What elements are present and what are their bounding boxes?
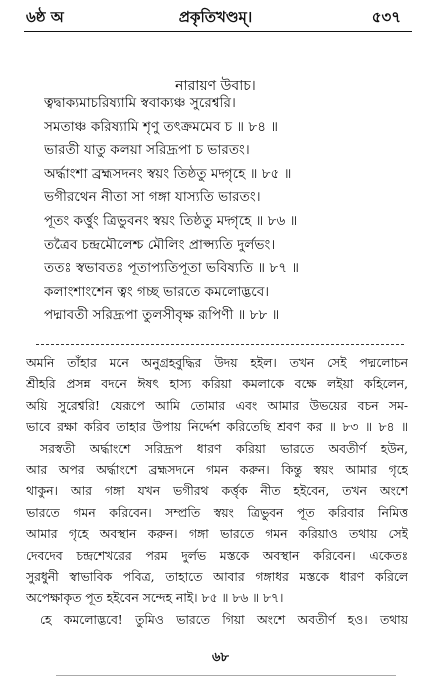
verse-line: পদ্মাবতী সরিদ্রূপা তুলসীবৃক্ষ রূপিণী ॥ ৮৮ ॥ xyxy=(44,307,280,324)
prose-line: শ্রীহরি প্রসন্ন বদনে ঈষৎ হাস্য করিয়া কমলাকে বক্ষে লইয়া কহিলেন, xyxy=(26,377,408,392)
page-number: ৫৩৭ xyxy=(371,8,401,26)
verse-line: পূতং কর্ত্তুং ত্রিভুবনং স্বয়ং তিষ্ঠতু মদ্গৃহে ॥ ৮৬ ॥ xyxy=(44,212,298,229)
prose-line: অপেক্ষাকৃত পূত হইবেন সন্দেহ নাই। ৮৫ ॥ ৮৬ ॥ ৮৭। xyxy=(26,591,284,606)
chapter-marker: ৬ষ্ঠ অ xyxy=(26,8,64,26)
verse-line: কলাংশাংশেন ত্বং গচ্ছ ভারতে কমলোদ্ভবে। xyxy=(44,283,270,300)
prose-line: আর অপর অর্দ্ধাংশে ব্রহ্মসদনে গমন করুন। কিন্তু স্বয়ং আমার গৃহে xyxy=(26,462,408,477)
verse-line: অর্দ্ধাংশা ব্রহ্মসদনং স্বয়ং তিষ্ঠতু মদ্গৃহে ॥ ৮৫ ॥ xyxy=(44,165,292,182)
prose-line: অয়ি সুরেশ্বরি! যেরূপে আমি তোমার এবং আমার উভয়ের বচন সম- xyxy=(26,398,408,413)
prose-line: সুরধুনী স্বাভাবিক পবিত্র, তাহাতে আবার গঙ্গাধর মস্তকে ধারণ করিলে xyxy=(26,569,408,584)
prose-line: থাকুন। আর গঙ্গা যখন ভগীরথ কর্ত্তৃক নীত হইবেন, তখন অংশে xyxy=(26,484,408,499)
prose-line: দেবদেব চন্দ্রশেখরের পরম দুর্লভ মস্তকে অবস্থান করিবেন। একেতঃ xyxy=(26,548,408,563)
verse-line: ত্বদ্বাক্যমাচরিষ্যামি স্ববাক্যঞ্চ সুরেশ্বরি। xyxy=(44,95,236,111)
signature-mark: ৬৮ xyxy=(212,650,229,665)
running-title: প্রকৃতিখণ্ডম্। xyxy=(178,8,253,26)
prose-line: সরস্বতী অর্দ্ধাংশে সরিদ্রূপ ধারণ করিয়া ভারতে অবতীর্ণ হউন, xyxy=(40,441,408,456)
prose-line: অমনি তাঁহার মনে অনুগ্রহবুদ্ধির উদয় হইল। তখন সেই পদ্মলোচন xyxy=(26,356,408,370)
prose-line: ভাবে রক্ষা করিব তাহার উপায় নির্দ্দেশ করিতেছি শ্রবণ কর ॥ ৮৩ ॥ ৮৪ ॥ xyxy=(26,420,408,435)
verse-line: ভগীরথেন নীতা সা গঙ্গা যাস্যতি ভারতং। xyxy=(44,189,261,206)
verse-line: তত্রৈব চন্দ্রমৌলেশ্চ মৌলিং প্রাপ্স্যতি দুর্লভং। xyxy=(44,236,276,253)
section-title: নারায়ণ উবাচ। xyxy=(175,78,256,94)
prose-line: আমার গৃহে অবস্থান করুন। গঙ্গা ভারতে গমন করিয়াও তথায় সেই xyxy=(26,527,408,542)
prose-line: ভারতে গমন করিবেন। সম্প্রতি স্বয়ং ত্রিভুবন পূত করিবার নিমিত্ত xyxy=(26,505,408,520)
sanskrit-verses xyxy=(44,92,408,328)
verse-line: ভারতী যাতু কলয়া সরিদ্রূপা চ ভারতং। xyxy=(44,142,250,159)
verse-line: সমতাঞ্চ করিষ্যামি শৃণু তৎক্রমমেব চ ॥ ৮৪ ॥ xyxy=(44,118,279,135)
header-rule xyxy=(24,31,412,32)
bengali-translation xyxy=(26,353,408,631)
prose-line: হে কমলোদ্ভবে! তুমিও ভারতে গিয়া অংশে অবতীর্ণ হও। তথায় xyxy=(40,612,408,627)
verse-line: ততঃ স্বভাবতঃ পূতাপ্যতিপূতা ভবিষ্যতি ॥ ৮৭ ॥ xyxy=(44,260,300,277)
section-divider xyxy=(36,344,404,345)
footer-rule xyxy=(56,675,396,676)
